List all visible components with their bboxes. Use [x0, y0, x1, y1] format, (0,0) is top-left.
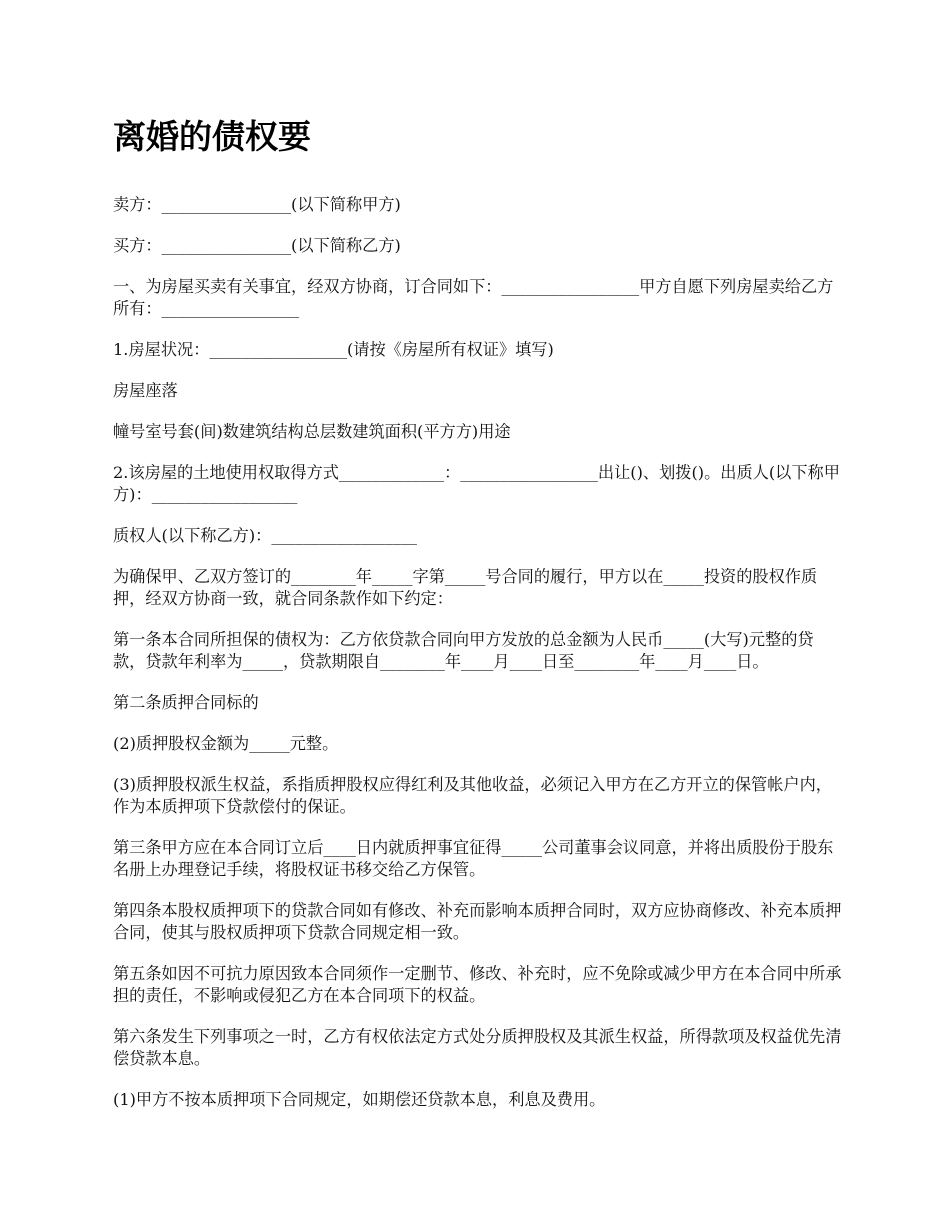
building-details: 幢号室号套(间)数建筑结构总层数建筑面积(平方方)用途: [113, 422, 511, 441]
article-6: 第六条发生下列事项之一时，乙方有权依法定方式处分质押股权及其派生权益，所得款项及权益优先清偿贷款本息。: [113, 1027, 842, 1068]
article-3: 第三条甲方应在本合同订立后____日内就质押事宜征得_____公司董事会议同意，并将出质股份于股东名册上办理登记手续，将股权证书移交给乙方保管。: [113, 838, 834, 879]
article-5: 第五条如因不可抗力原因致本合同须作一定删节、修改、补充时，应不免除或减少甲方在本合同中所承担的责任，不影响或侵犯乙方在本合同项下的权益。: [113, 964, 842, 1005]
article-1: 第一条本合同所担保的债权为：乙方依贷款合同向甲方发放的总金额为人民币_____(大写)元整的贷款，贷款年利率为_____，贷款期限自________年____月____日至________年____月____日。: [113, 630, 814, 671]
article-2-heading: 第二条质押合同标的: [113, 693, 259, 712]
house-location: 房屋座落: [113, 381, 178, 400]
article-6-item-1: (1)甲方不按本质押项下合同规定，如期偿还贷款本息，利息及费用。: [113, 1090, 606, 1109]
house-status: 1.房屋状况：_________________(请按《房屋所有权证》填写): [113, 340, 554, 359]
article-2-item-2: (2)质押股权金额为_____元整。: [113, 734, 339, 753]
seller-line: 卖方：________________(以下简称甲方): [113, 195, 401, 214]
buyer-line: 买方：________________(以下简称乙方): [113, 236, 401, 255]
agreement-intro: 一、为房屋买卖有关事宜，经双方协商，订合同如下：_________________甲方自愿下列房屋卖给乙方所有：_________________: [113, 277, 834, 318]
document-title: 离婚的债权要: [113, 117, 311, 156]
article-4: 第四条本股权质押项下的贷款合同如有修改、补充而影响本质押合同时，双方应协商修改、补充本质押合同，使其与股权质押项下贷款合同规定相一致。: [113, 901, 842, 942]
pledgee-line: 质权人(以下称乙方)：__________________: [113, 526, 418, 545]
purpose-paragraph: 为确保甲、乙双方签订的________年_____字第_____号合同的履行，甲方以在_____投资的股权作质押，经双方协商一致，就合同条款作如下约定：: [113, 567, 818, 608]
article-2-item-3: (3)质押股权派生权益，系指质押股权应得红利及其他收益，必须记入甲方在乙方开立的保管帐户内，作为本质押项下贷款偿付的保证。: [113, 775, 832, 816]
land-use-rights: 2.该房屋的土地使用权取得方式_____________：_________________出让()、划拨()。出质人(以下称甲方)：__________________: [113, 463, 840, 504]
